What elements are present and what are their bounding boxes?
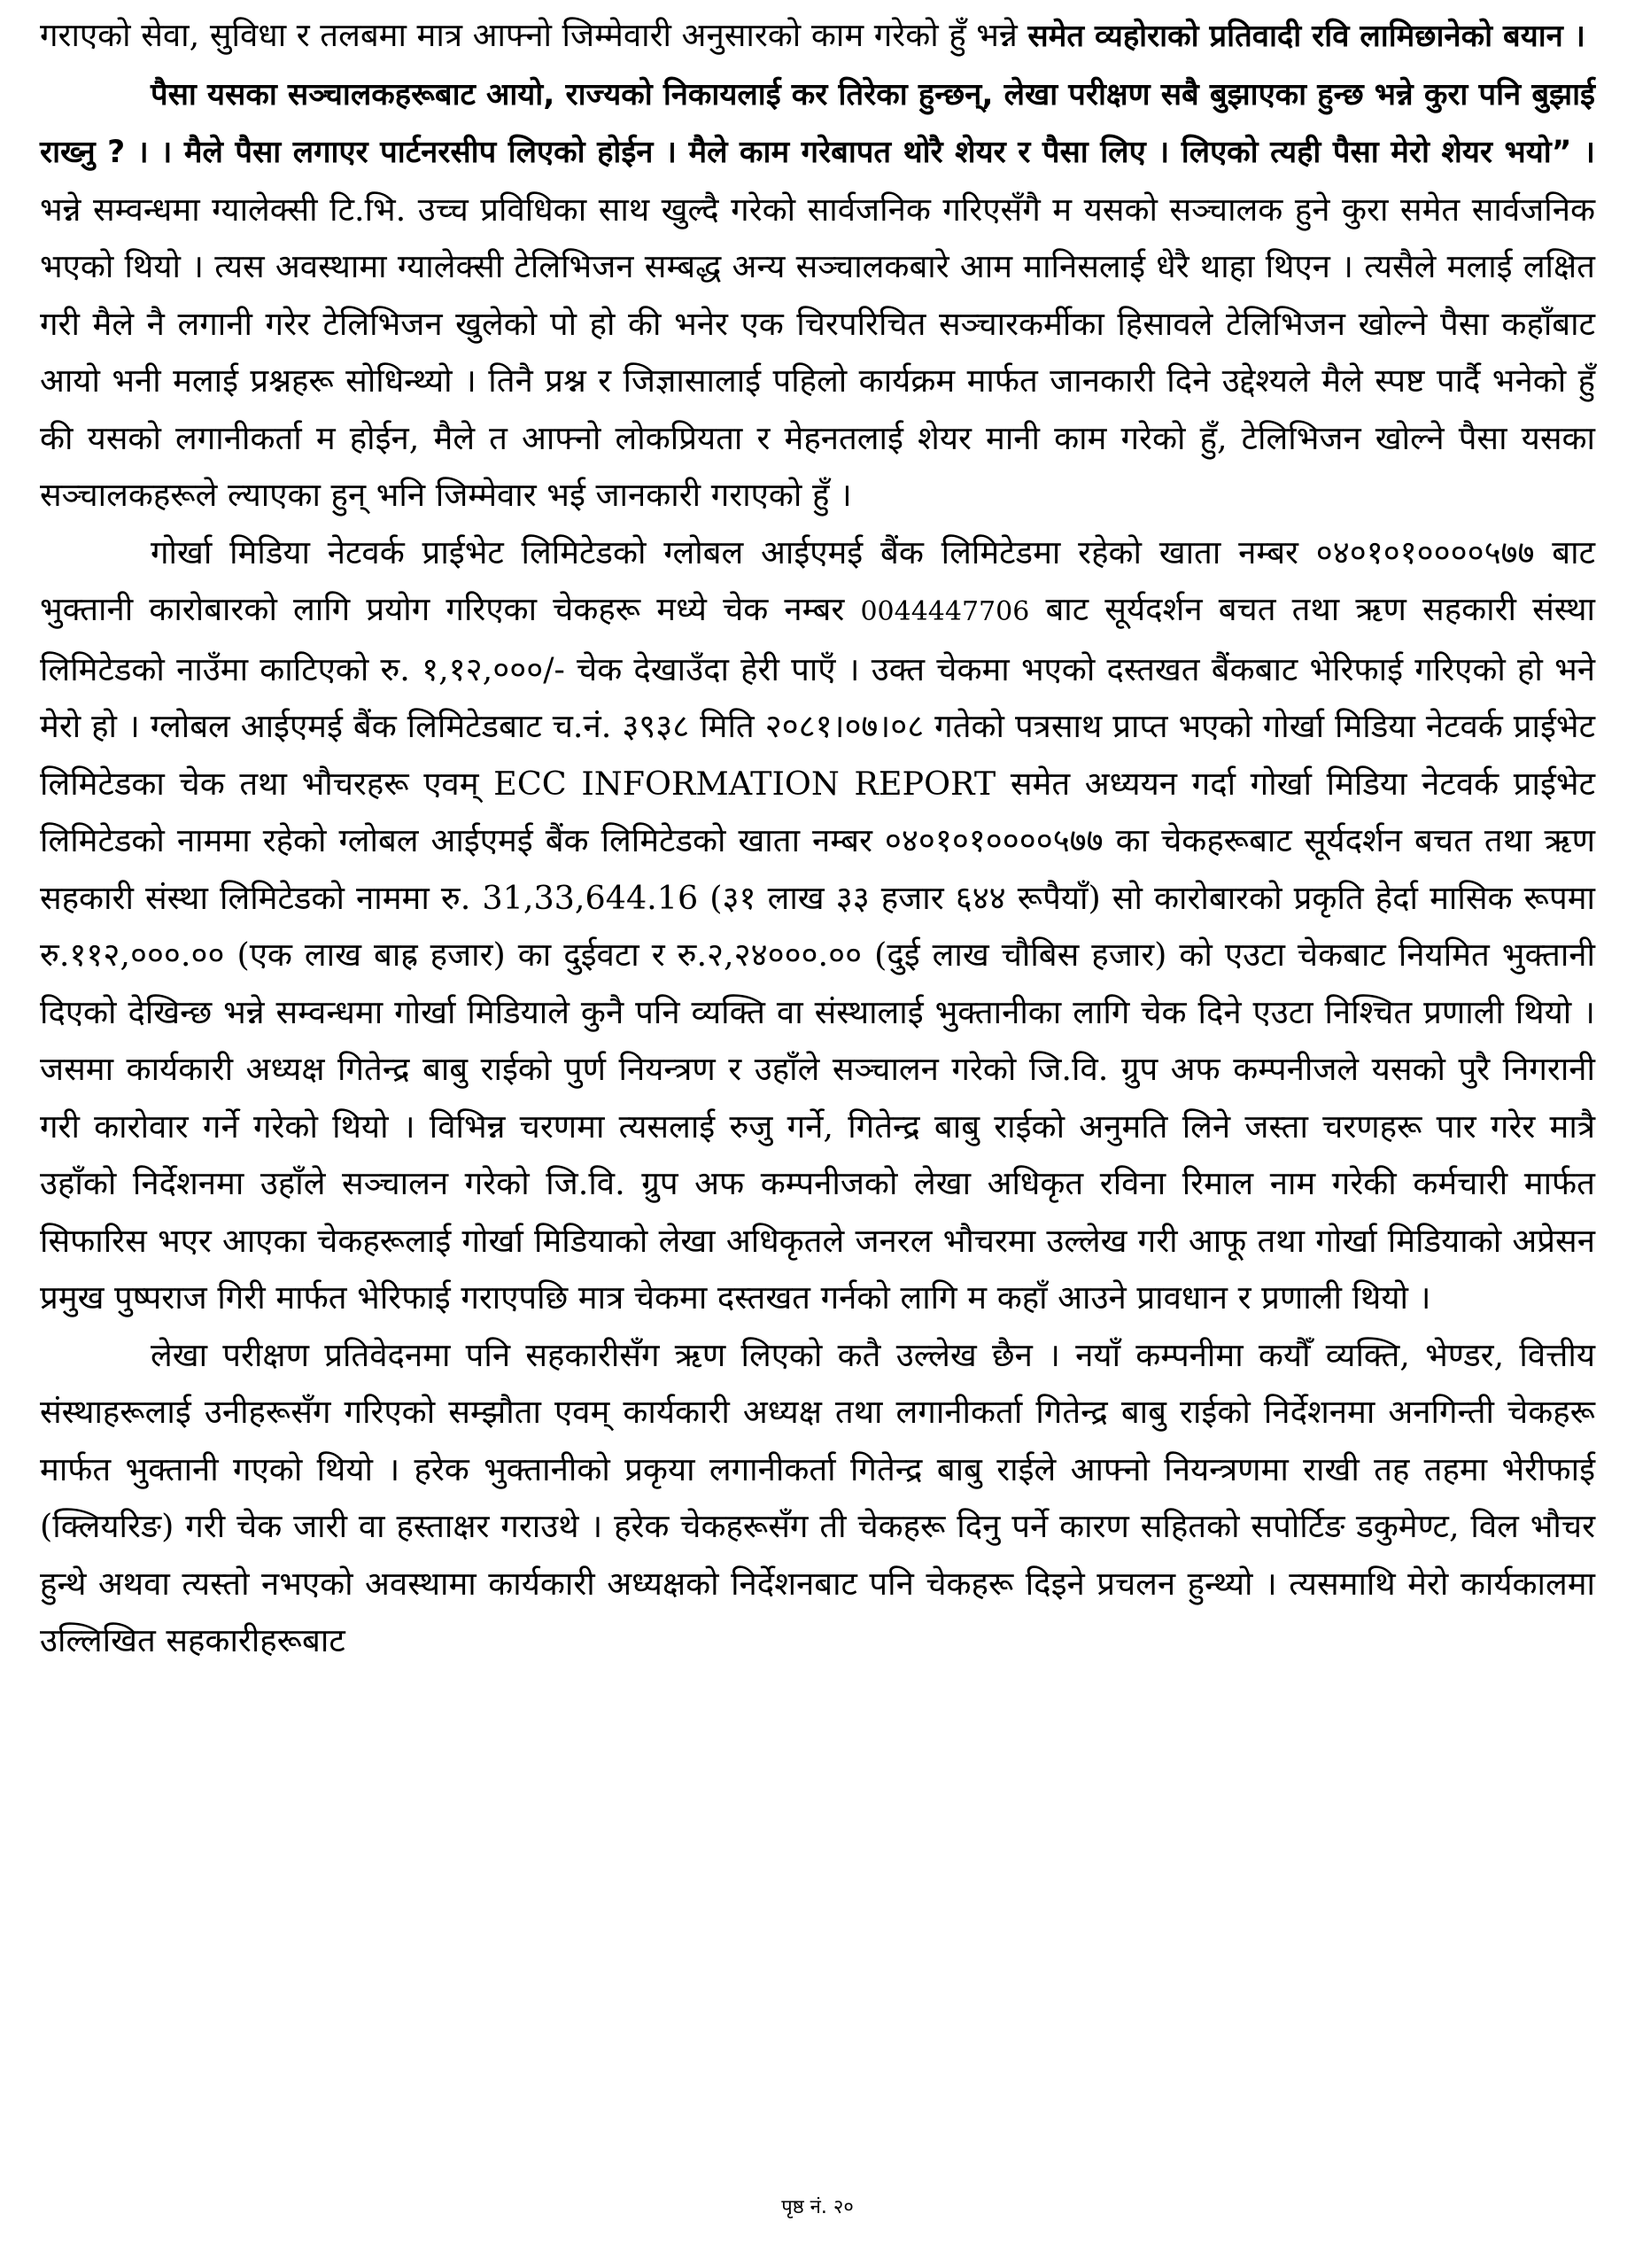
cheque-number: 0044447706 bbox=[860, 596, 1030, 627]
paragraph-1-text: गराएको सेवा, सुविधा र तलबमा मात्र आफ्नो जिम्मेवारी अनुसारको काम गरेको हुँ भन्ने bbox=[40, 16, 1028, 54]
paragraph-4 bbox=[40, 1327, 1595, 1670]
paragraph-2 bbox=[40, 66, 1595, 524]
document-page bbox=[40, 7, 1595, 1670]
paragraph-1-bold-text: समेत व्यहोराको प्रतिवादी रवि लामिछानेको बयान । bbox=[1027, 19, 1585, 54]
paragraph-1 bbox=[40, 7, 1595, 66]
page-number: पृष्ठ नं. २० bbox=[781, 2196, 854, 2218]
paragraph-3 bbox=[40, 524, 1595, 1327]
paragraph-2-bold-quote: पैसा यसका सञ्चालकहरूबाट आयो, राज्यको निकायलाई कर तिरेका हुन्छन्, लेखा परीक्षण सबै बुझाएका हुन्छ भन्ने कुरा पनि बुझाई राख्नु ? । । मैले पैसा लगाएर पार्टनरसीप लिएको होईन । मैले काम गरेबापत थोरै शेयर र पैसा लिए । लिएको त्यही पैसा मेरो शेयर भयो” । bbox=[40, 76, 1595, 170]
paragraph-3-text-a: गोर्खा मिडिया नेटवर्क प्राईभेट लिमिटेडको ग्लोबल आईएमई बैंक लिमिटेडमा रहेको खाता नम्बर ०४०१०१००००५७७ बाट भुक्तानी कारोबारको लागि प्रयोग गरिएका चेकहरू मध्ये चेक नम्बर bbox=[40, 532, 1595, 628]
paragraph-4-text: लेखा परीक्षण प्रतिवेदनमा पनि सहकारीसँग ऋण लिएको कतै उल्लेख छैन । नयाँ कम्पनीमा कयौँ व्यक्ति, भेण्डर, वित्तीय संस्थाहरूलाई उनीहरूसँग गरिएको सम्झौता एवम् कार्यकारी अध्यक्ष तथा लगानीकर्ता गितेन्द्र बाबु राईको निर्देशनमा अनगिन्ती चेकहरू मार्फत भुक्तानी गएको थियो । हरेक भुक्तानीको प्रकृया लगानीकर्ता गितेन्द्र बाबु राईले आफ्नो नियन्त्रणमा राखी तह तहमा भेरीफाई (क्लियरिङ) गरी चेक जारी वा हस्ताक्षर गराउथे । हरेक चेकहरूसँग ती चेकहरू दिनु पर्ने कारण सहितको सपोर्टिङ डकुमेण्ट, विल भौचर हुन्थे अथवा त्यस्तो नभएको अवस्थामा कार्यकारी अध्यक्षको निर्देशनबाट पनि चेकहरू दिइने प्रचलन हुन्थ्यो । त्यसमाथि मेरो कार्यकालमा उल्लिखित सहकारीहरूबाट bbox=[40, 1335, 1595, 1659]
paragraph-3-text-b: बाट सूर्यदर्शन बचत तथा ऋण सहकारी संस्था लिमिटेडको नाउँमा काटिएको रु. १,१२,०००/- चेक देखाउँदा हेरी पाएँ । उक्त चेकमा भएको दस्तखत बैंकबाट भेरिफाई गरिएको हो भने मेरो हो । ग्लोबल आईएमई बैंक लिमिटेडबाट च.नं. ३९३८ मिति २०८१।०७।०८ गतेको पत्रसाथ प्राप्त भएको गोर्खा मिडिया नेटवर्क प्राईभेट लिमिटेडका चेक तथा भौचरहरू एवम् ECC INFORMATION REPORT समेत अध्ययन गर्दा गोर्खा मिडिया नेटवर्क प्राईभेट लिमिटेडको नाममा रहेको ग्लोबल आईएमई बैंक लिमिटेडको खाता नम्बर ०४०१०१००००५७७ का चेकहरूबाट सूर्यदर्शन बचत तथा ऋण सहकारी संस्था लिमिटेडको नाममा रु. 31,33,644.16 (३१ लाख ३३ हजार ६४४ रूपैयाँ) सो कारोबारको प्रकृति हेर्दा मासिक रूपमा रु.११२,०००.०० (एक लाख बाह्र हजार) का दुईवटा र रु.२,२४०००.०० (दुई लाख चौबिस हजार) को एउटा चेकबाट नियमित भुक्तानी दिएको देखिन्छ भन्ने सम्वन्धमा गोर्खा मिडियाले कुनै पनि व्यक्ति वा संस्थालाई भुक्तानीका लागि चेक दिने एउटा निश्चित प्रणाली थियो । जसमा कार्यकारी अध्यक्ष गितेन्द्र बाबु राईको पुर्ण नियन्त्रण र उहाँले सञ्चालन गरेको जि.वि. ग्रुप अफ कम्पनीजले यसको पुरै निगरानी गरी कारोवार गर्ने गरेको थियो । विभिन्न चरणमा त्यसलाई रुजु गर्ने, गितेन्द्र बाबु राईको अनुमति लिने जस्ता चरणहरू पार गरेर मात्रै उहाँको निर्देशनमा उहाँले सञ्चालन गरेको जि.वि. ग्रुप अफ कम्पनीजको लेखा अधिकृत रविना रिमाल नाम गरेकी कर्मचारी मार्फत सिफारिस भएर आएका चेकहरूलाई गोर्खा मिडियाको लेखा अधिकृतले जनरल भौचरमा उल्लेख गरी आफू तथा गोर्खा मिडियाको अप्रेसन प्रमुख पुष्पराज गिरी मार्फत भेरिफाई गराएपछि मात्र चेकमा दस्तखत गर्नको लागि म कहाँ आउने प्रावधान र प्रणाली थियो । bbox=[40, 590, 1595, 1317]
paragraph-2-text: भन्ने सम्वन्धमा ग्यालेक्सी टि.भि. उच्च प्रविधिका साथ खुल्दै गरेको सार्वजनिक गरिएसँगै म यसको सञ्चालक हुने कुरा समेत सार्वजनिक भएको थियो । त्यस अवस्थामा ग्यालेक्सी टेलिभिजन सम्बद्ध अन्य सञ्चालकबारे आम मानिसलाई धेरै थाहा थिएन । त्यसैले मलाई लक्षित गरी मैले नै लगानी गरेर टेलिभिजन खुलेको पो हो की भनेर एक चिरपरिचित सञ्चारकर्मीका हिसावले टेलिभिजन खोल्ने पैसा कहाँबाट आयो भनी मलाई प्रश्नहरू सोधिन्थ्यो । तिनै प्रश्न र जिज्ञासालाई पहिलो कार्यक्रम मार्फत जानकारी दिने उद्देश्यले मैले स्पष्ट पार्दै भनेको हुँ की यसको लगानीकर्ता म होईन, मैले त आफ्नो लोकप्रियता र मेहनतलाई शेयर मानी काम गरेको हुँ, टेलिभिजन खोल्ने पैसा यसका सञ्चालकहरूले ल्याएका हुन् भनि जिम्मेवार भई जानकारी गराएको हुँ । bbox=[40, 190, 1595, 514]
